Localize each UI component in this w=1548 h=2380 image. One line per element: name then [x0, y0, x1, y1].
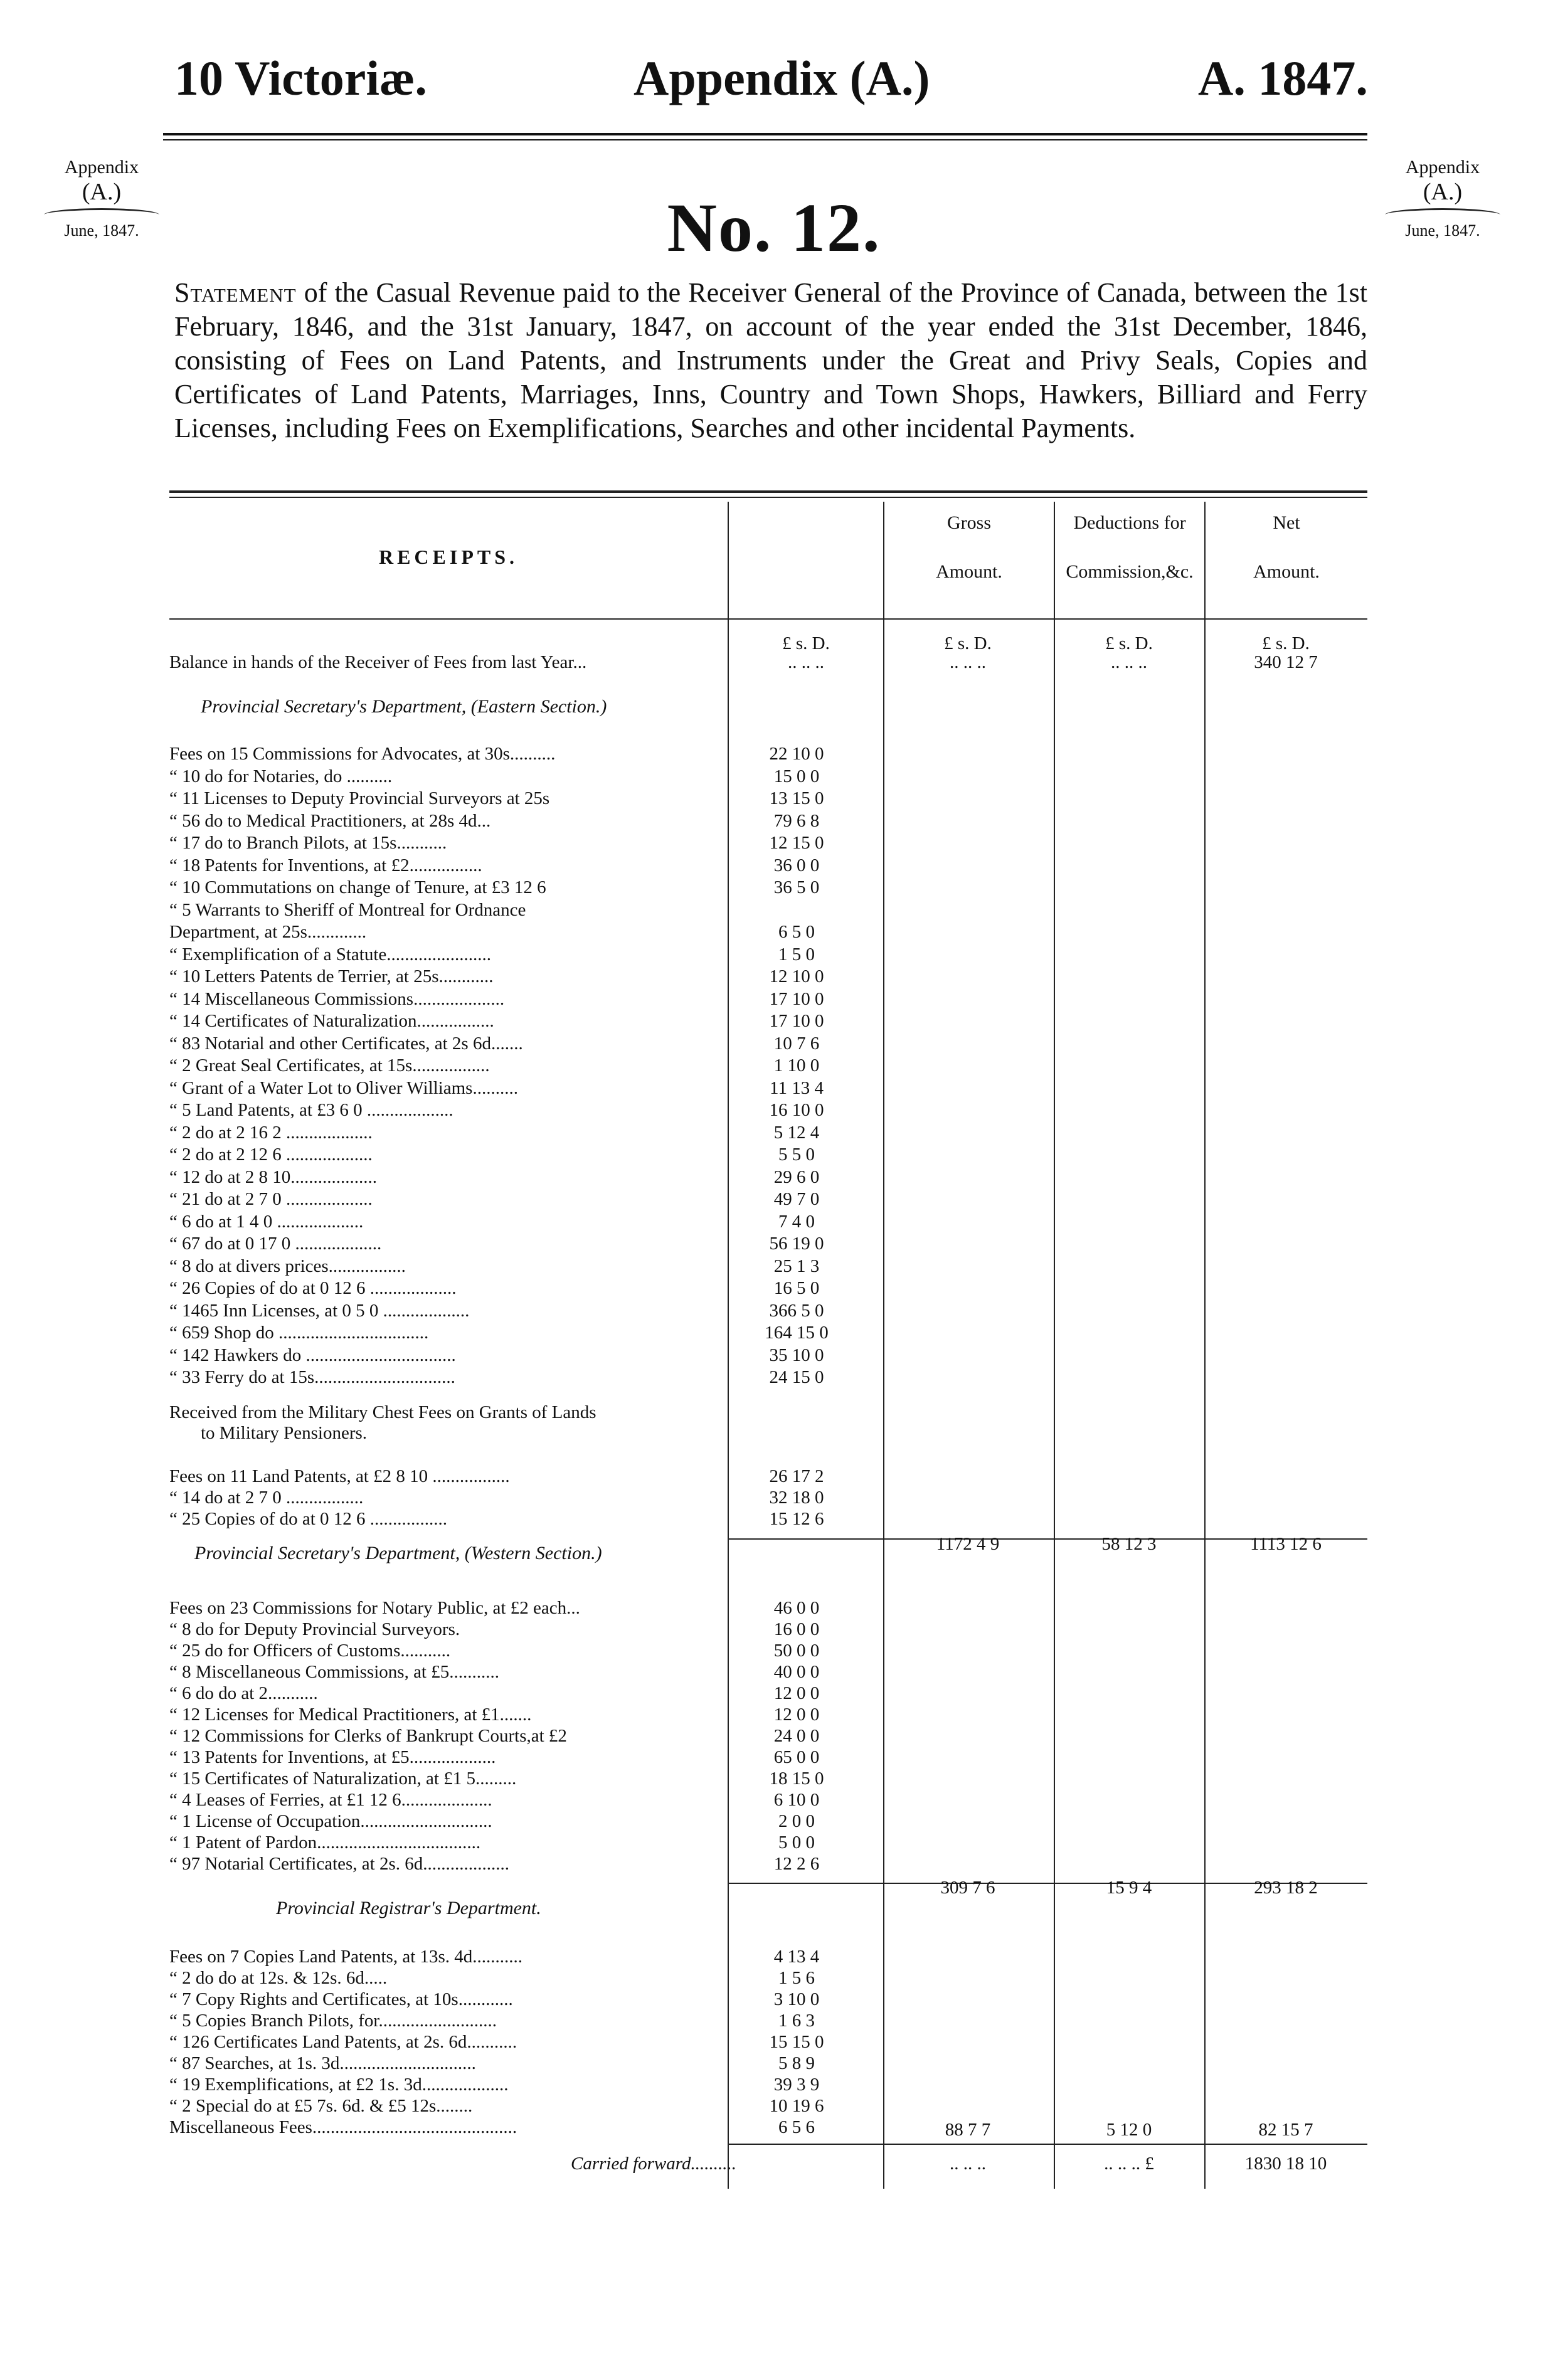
table-row	[169, 2096, 884, 2115]
row-label: “ 1465 Inn Licenses, at 0 5 0 ...................	[169, 1300, 470, 1321]
balance-amount-dots: .. .. ..	[788, 652, 824, 672]
row-label: “ 2 Great Seal Certificates, at 15s.................	[169, 1055, 490, 1076]
table-row	[169, 811, 884, 830]
row-amount: 15 15 0	[769, 2032, 824, 2052]
row-label: “ 14 Certificates of Naturalization.................	[169, 1011, 494, 1031]
table-row	[169, 1726, 884, 1745]
row-label: “ 25 Copies of do at 0 12 6 .................	[169, 1509, 448, 1529]
table-row	[169, 944, 884, 963]
row-label: “ 659 Shop do .................................	[169, 1323, 429, 1343]
western-gross-total: 309 7 6	[940, 1878, 995, 1898]
row-label: “ 56 do to Medical Practitioners, at 28s 4d...	[169, 810, 491, 831]
table-row	[169, 2053, 884, 2072]
row-amount: 12 0 0	[773, 1683, 820, 1703]
table-row	[169, 1167, 884, 1186]
table-row	[169, 1662, 884, 1681]
table-row	[169, 1488, 884, 1506]
row-amount: 1 10 0	[773, 1055, 820, 1076]
table-row	[169, 1947, 884, 1965]
row-amount: 29 6 0	[773, 1166, 820, 1187]
statement-intro	[174, 276, 1367, 445]
row-amount: 15 0 0	[773, 766, 820, 786]
table-row	[169, 1011, 884, 1030]
row-label: “ 14 Miscellaneous Commissions....................	[169, 988, 505, 1009]
row-amount: 36 0 0	[773, 855, 820, 875]
row-label: “ 1 Patent of Pardon....................................	[169, 1833, 481, 1853]
row-amount: 49 7 0	[773, 1189, 820, 1209]
receipts-heading: RECEIPTS.	[378, 546, 519, 568]
table-row	[169, 1189, 884, 1208]
row-amount: 5 5 0	[778, 1145, 815, 1165]
balance-gross-dots: .. .. ..	[950, 652, 986, 672]
row-amount: 7 4 0	[778, 1211, 815, 1232]
table-row	[169, 1811, 884, 1830]
row-label: “ 97 Notarial Certificates, at 2s. 6d...................	[169, 1854, 510, 1874]
table-row	[169, 1619, 884, 1638]
units-net: £ s. D.	[1262, 633, 1310, 653]
registrar-deductions-total: 5 12 0	[1106, 2120, 1152, 2140]
table-row	[169, 1256, 884, 1275]
row-amount: 5 8 9	[778, 2053, 815, 2073]
row-label: “ 126 Certificates Land Patents, at 2s. 6d...........	[169, 2032, 517, 2052]
row-label: “ 2 Special do at £5 7s. 6d. & £5 12s........	[169, 2096, 473, 2116]
carried-forward-label: Carried forward..........	[571, 2154, 736, 2174]
row-label: “ 4 Leases of Ferries, at £1 12 6....................	[169, 1790, 492, 1810]
table-row	[169, 900, 884, 919]
gross-heading: Gross Amount.	[936, 512, 1002, 582]
row-amount: 1 5 0	[778, 944, 815, 965]
registrar-net-total: 82 15 7	[1258, 2120, 1313, 2140]
row-amount: 65 0 0	[773, 1747, 820, 1767]
row-label: “ 6 do at 1 4 0 ...................	[169, 1211, 364, 1232]
carried-net: 1830 18 10	[1244, 2154, 1327, 2174]
row-amount: 6 10 0	[773, 1790, 820, 1810]
row-amount: 1 6 3	[778, 2011, 815, 2031]
table-row	[169, 1278, 884, 1297]
row-label: “ 12 Licenses for Medical Practitioners, at £1.......	[169, 1705, 532, 1725]
statement-text: of the Casual Revenue paid to the Receiver General of the Province of Canada, between the 1st February, 1846, and the 31st January, 1847, on account of the year ended the 31st December, 1846, consisting of Fees on Land Patents, and Instruments under the Great and Privy Seals, Copies and Certificates of Land Patents, Marriages, Inns, Country and Town Shops, Hawkers, Billiard and Ferry Licenses, including Fees on Exemplifications, Searches and other incidental Payments.	[174, 277, 1367, 443]
row-label: “ 67 do at 0 17 0 ...................	[169, 1234, 382, 1254]
header-year: A. 1847.	[1198, 51, 1368, 105]
military-intro: Received from the Military Chest Fees on Grants of Lands to Military Pensioners.	[169, 1402, 596, 1443]
row-label: “ 8 do at divers prices.................	[169, 1256, 406, 1276]
row-label: “ 87 Searches, at 1s. 3d..............................	[169, 2053, 476, 2073]
column-divider	[1054, 502, 1055, 2189]
carried-deductions: .. .. .. £	[1104, 2154, 1154, 2174]
balance-ded-dots: .. .. ..	[1111, 652, 1147, 672]
eastern-deductions-total: 58 12 3	[1101, 1534, 1157, 1554]
table-row	[169, 1212, 884, 1230]
row-label: “ 142 Hawkers do .................................	[169, 1345, 456, 1365]
table-row	[169, 1509, 884, 1528]
table-row	[169, 1989, 884, 2008]
row-label: “ 18 Patents for Inventions, at £2................	[169, 855, 482, 875]
table-row	[169, 1367, 884, 1386]
row-amount: 46 0 0	[773, 1598, 820, 1618]
table-row	[169, 1055, 884, 1074]
row-amount: 15 12 6	[769, 1509, 824, 1529]
table-row	[169, 2075, 884, 2093]
carried-gross: .. .. ..	[950, 2154, 986, 2174]
row-amount: 1 5 6	[778, 1968, 815, 1988]
row-amount: 5 0 0	[778, 1833, 815, 1853]
row-amount: 24 15 0	[769, 1367, 824, 1387]
row-amount: 79 6 8	[773, 810, 820, 831]
row-amount: 6 5 0	[778, 922, 815, 942]
row-amount: 164 15 0	[765, 1323, 829, 1343]
row-label: “ 10 do for Notaries, do ..........	[169, 766, 393, 786]
table-row	[169, 744, 884, 763]
table-row	[169, 2011, 884, 2029]
row-amount: 10 7 6	[773, 1033, 820, 1054]
row-amount: 18 15 0	[769, 1769, 824, 1789]
units-deductions: £ s. D.	[1105, 633, 1153, 653]
table-row	[169, 1790, 884, 1809]
table-row	[169, 1345, 884, 1364]
table-row	[169, 1145, 884, 1163]
balance-row	[169, 652, 1367, 674]
row-amount: 16 5 0	[773, 1278, 820, 1298]
section-title-registrar: Provincial Registrar's Department.	[276, 1898, 541, 1918]
table-row	[169, 1598, 884, 1617]
carried-forward-row	[169, 2154, 1367, 2175]
row-amount: 25 1 3	[773, 1256, 820, 1276]
deductions-heading: Deductions for Commission,&c.	[1066, 512, 1194, 582]
net-heading: Net Amount.	[1253, 512, 1320, 582]
row-amount: 16 10 0	[769, 1100, 824, 1120]
row-amount: 36 5 0	[773, 877, 820, 897]
header-rule	[163, 133, 1367, 135]
balance-net: 340 12 7	[1254, 652, 1318, 672]
column-divider	[1204, 502, 1206, 2189]
row-label: “ 2 do at 2 12 6 ...................	[169, 1145, 373, 1165]
row-amount: 12 15 0	[769, 833, 824, 853]
header-rule-thin	[163, 139, 1367, 140]
row-label: “ 19 Exemplifications, at £2 1s. 3d...................	[169, 2075, 509, 2095]
row-label: “ 21 do at 2 7 0 ...................	[169, 1189, 373, 1209]
row-label: “ 5 Copies Branch Pilots, for..........................	[169, 2011, 497, 2031]
table-row	[169, 1323, 884, 1341]
carried-rule	[728, 2144, 1367, 2145]
row-label: “ 11 Licenses to Deputy Provincial Surveyors at 25s	[169, 788, 550, 808]
row-amount: 5 12 4	[773, 1122, 820, 1143]
row-amount: 32 18 0	[769, 1488, 824, 1508]
units-gross: £ s. D.	[944, 633, 992, 653]
row-amount: 11 13 4	[770, 1077, 824, 1098]
table-row	[169, 2117, 884, 2136]
row-label: “ 12 Commissions for Clerks of Bankrupt Courts,at £2	[169, 1726, 567, 1746]
row-label: Fees on 15 Commissions for Advocates, at 30s..........	[169, 744, 556, 764]
table-row	[169, 1705, 884, 1723]
row-amount: 26 17 2	[769, 1466, 824, 1486]
section-title-eastern: Provincial Secretary's Department, (Eastern Section.)	[201, 696, 607, 717]
table-head-rule	[169, 618, 1367, 620]
row-label: “ 25 do for Officers of Customs...........	[169, 1641, 451, 1661]
row-amount: 6 5 6	[778, 2117, 815, 2137]
row-label: “ 8 Miscellaneous Commissions, at £5...........	[169, 1662, 499, 1682]
table-row	[169, 1466, 884, 1485]
row-amount: 17 10 0	[769, 1011, 824, 1031]
row-amount: 40 0 0	[773, 1662, 820, 1682]
row-label: “ 14 do at 2 7 0 .................	[169, 1488, 364, 1508]
row-amount: 56 19 0	[769, 1234, 824, 1254]
row-label: “ 10 Letters Patents de Terrier, at 25s............	[169, 966, 494, 986]
row-amount: 50 0 0	[773, 1641, 820, 1661]
section-title-western: Provincial Secretary's Department, (Western Section.)	[194, 1543, 602, 1563]
row-amount: 12 0 0	[773, 1705, 820, 1725]
table-row	[169, 1968, 884, 1987]
table-row	[169, 2032, 884, 2051]
row-label: Department, at 25s.............	[169, 922, 367, 942]
row-label: Fees on 11 Land Patents, at £2 8 10 .................	[169, 1466, 510, 1486]
table-row	[169, 1034, 884, 1052]
row-label: “ 33 Ferry do at 15s...............................	[169, 1367, 455, 1387]
row-label: Miscellaneous Fees.............................................	[169, 2117, 517, 2137]
statement-lead: Statement	[174, 277, 297, 308]
row-label: “ Grant of a Water Lot to Oliver Williams..........	[169, 1077, 518, 1098]
row-label: “ 2 do do at 12s. & 12s. 6d.....	[169, 1968, 388, 1988]
registrar-gross-total: 88 7 7	[945, 2120, 991, 2140]
row-amount: 35 10 0	[769, 1345, 824, 1365]
table-row	[169, 855, 884, 874]
row-amount: 4 13 4	[773, 1947, 820, 1967]
table-row	[169, 1854, 884, 1873]
units-amount: £ s. D.	[782, 633, 830, 653]
row-amount: 12 2 6	[773, 1854, 820, 1874]
table-row	[169, 1641, 884, 1659]
row-amount: 13 15 0	[769, 788, 824, 808]
table-row	[169, 989, 884, 1008]
row-label: “ 17 do to Branch Pilots, at 15s...........	[169, 833, 447, 853]
table-row	[169, 877, 884, 896]
row-amount: 12 10 0	[769, 966, 824, 986]
row-label: “ 6 do do at 2...........	[169, 1683, 318, 1703]
table-top-rule	[169, 490, 1367, 493]
table-row	[169, 1078, 884, 1097]
eastern-gross-total: 1172 4 9	[936, 1534, 1000, 1554]
row-label: “ 8 do for Deputy Provincial Surveyors.	[169, 1619, 460, 1639]
row-label: “ 15 Certificates of Naturalization, at £1 5.........	[169, 1769, 517, 1789]
row-label: Fees on 7 Copies Land Patents, at 13s. 4d...........	[169, 1947, 523, 1967]
row-label: Fees on 23 Commissions for Notary Public, at £2 each...	[169, 1598, 580, 1618]
row-label: “ 83 Notarial and other Certificates, at 2s 6d.......	[169, 1033, 523, 1054]
row-label: “ 5 Land Patents, at £3 6 0 ...................	[169, 1100, 453, 1120]
row-amount: 22 10 0	[769, 744, 824, 764]
row-amount: 3 10 0	[773, 1989, 820, 2009]
row-label: “ 13 Patents for Inventions, at £5...................	[169, 1747, 496, 1767]
row-label: “ 10 Commutations on change of Tenure, at £3 12 6	[169, 877, 546, 897]
row-amount: 10 19 6	[769, 2096, 824, 2116]
table-top-rule-thin	[169, 497, 1367, 498]
row-label: “ 12 do at 2 8 10...................	[169, 1166, 378, 1187]
western-net-total: 293 18 2	[1254, 1878, 1318, 1898]
table-row	[169, 1234, 884, 1252]
row-amount: 17 10 0	[769, 988, 824, 1009]
margin-note-right: Appendix (A.) June, 1847.	[1380, 157, 1505, 240]
table-row	[169, 1301, 884, 1320]
row-label: “ 2 do at 2 16 2 ...................	[169, 1122, 373, 1143]
table-row	[169, 1769, 884, 1787]
row-label: “ 1 License of Occupation.............................	[169, 1811, 492, 1831]
row-label: “ Exemplification of a Statute.......................	[169, 944, 492, 965]
document-number: No. 12.	[667, 189, 881, 266]
table-row	[169, 1683, 884, 1702]
table-row	[169, 1833, 884, 1851]
balance-label: Balance in hands of the Receiver of Fees from last Year...	[169, 652, 587, 672]
eastern-net-total: 1113 12 6	[1250, 1534, 1322, 1554]
table-row	[169, 966, 884, 985]
row-amount: 366 5 0	[769, 1300, 824, 1321]
table-row	[169, 833, 884, 852]
table-row	[169, 922, 884, 941]
row-amount: 39 3 9	[773, 2075, 820, 2095]
header-volume: 10 Victoriæ.	[174, 51, 427, 105]
row-label: “ 5 Warrants to Sheriff of Montreal for Ordnance	[169, 899, 526, 920]
row-label: “ 26 Copies of do at 0 12 6 ...................	[169, 1278, 457, 1298]
table-row	[169, 1123, 884, 1141]
row-amount: 24 0 0	[773, 1726, 820, 1746]
table-row	[169, 766, 884, 785]
row-label: “ 7 Copy Rights and Certificates, at 10s............	[169, 1989, 513, 2009]
header-appendix: Appendix (A.)	[634, 51, 930, 105]
table-row	[169, 1100, 884, 1119]
western-deductions-total: 15 9 4	[1106, 1878, 1152, 1898]
margin-note-left: Appendix (A.) June, 1847.	[39, 157, 164, 240]
table-row	[169, 1747, 884, 1766]
row-amount: 2 0 0	[778, 1811, 815, 1831]
row-amount: 16 0 0	[773, 1619, 820, 1639]
table-row	[169, 788, 884, 807]
